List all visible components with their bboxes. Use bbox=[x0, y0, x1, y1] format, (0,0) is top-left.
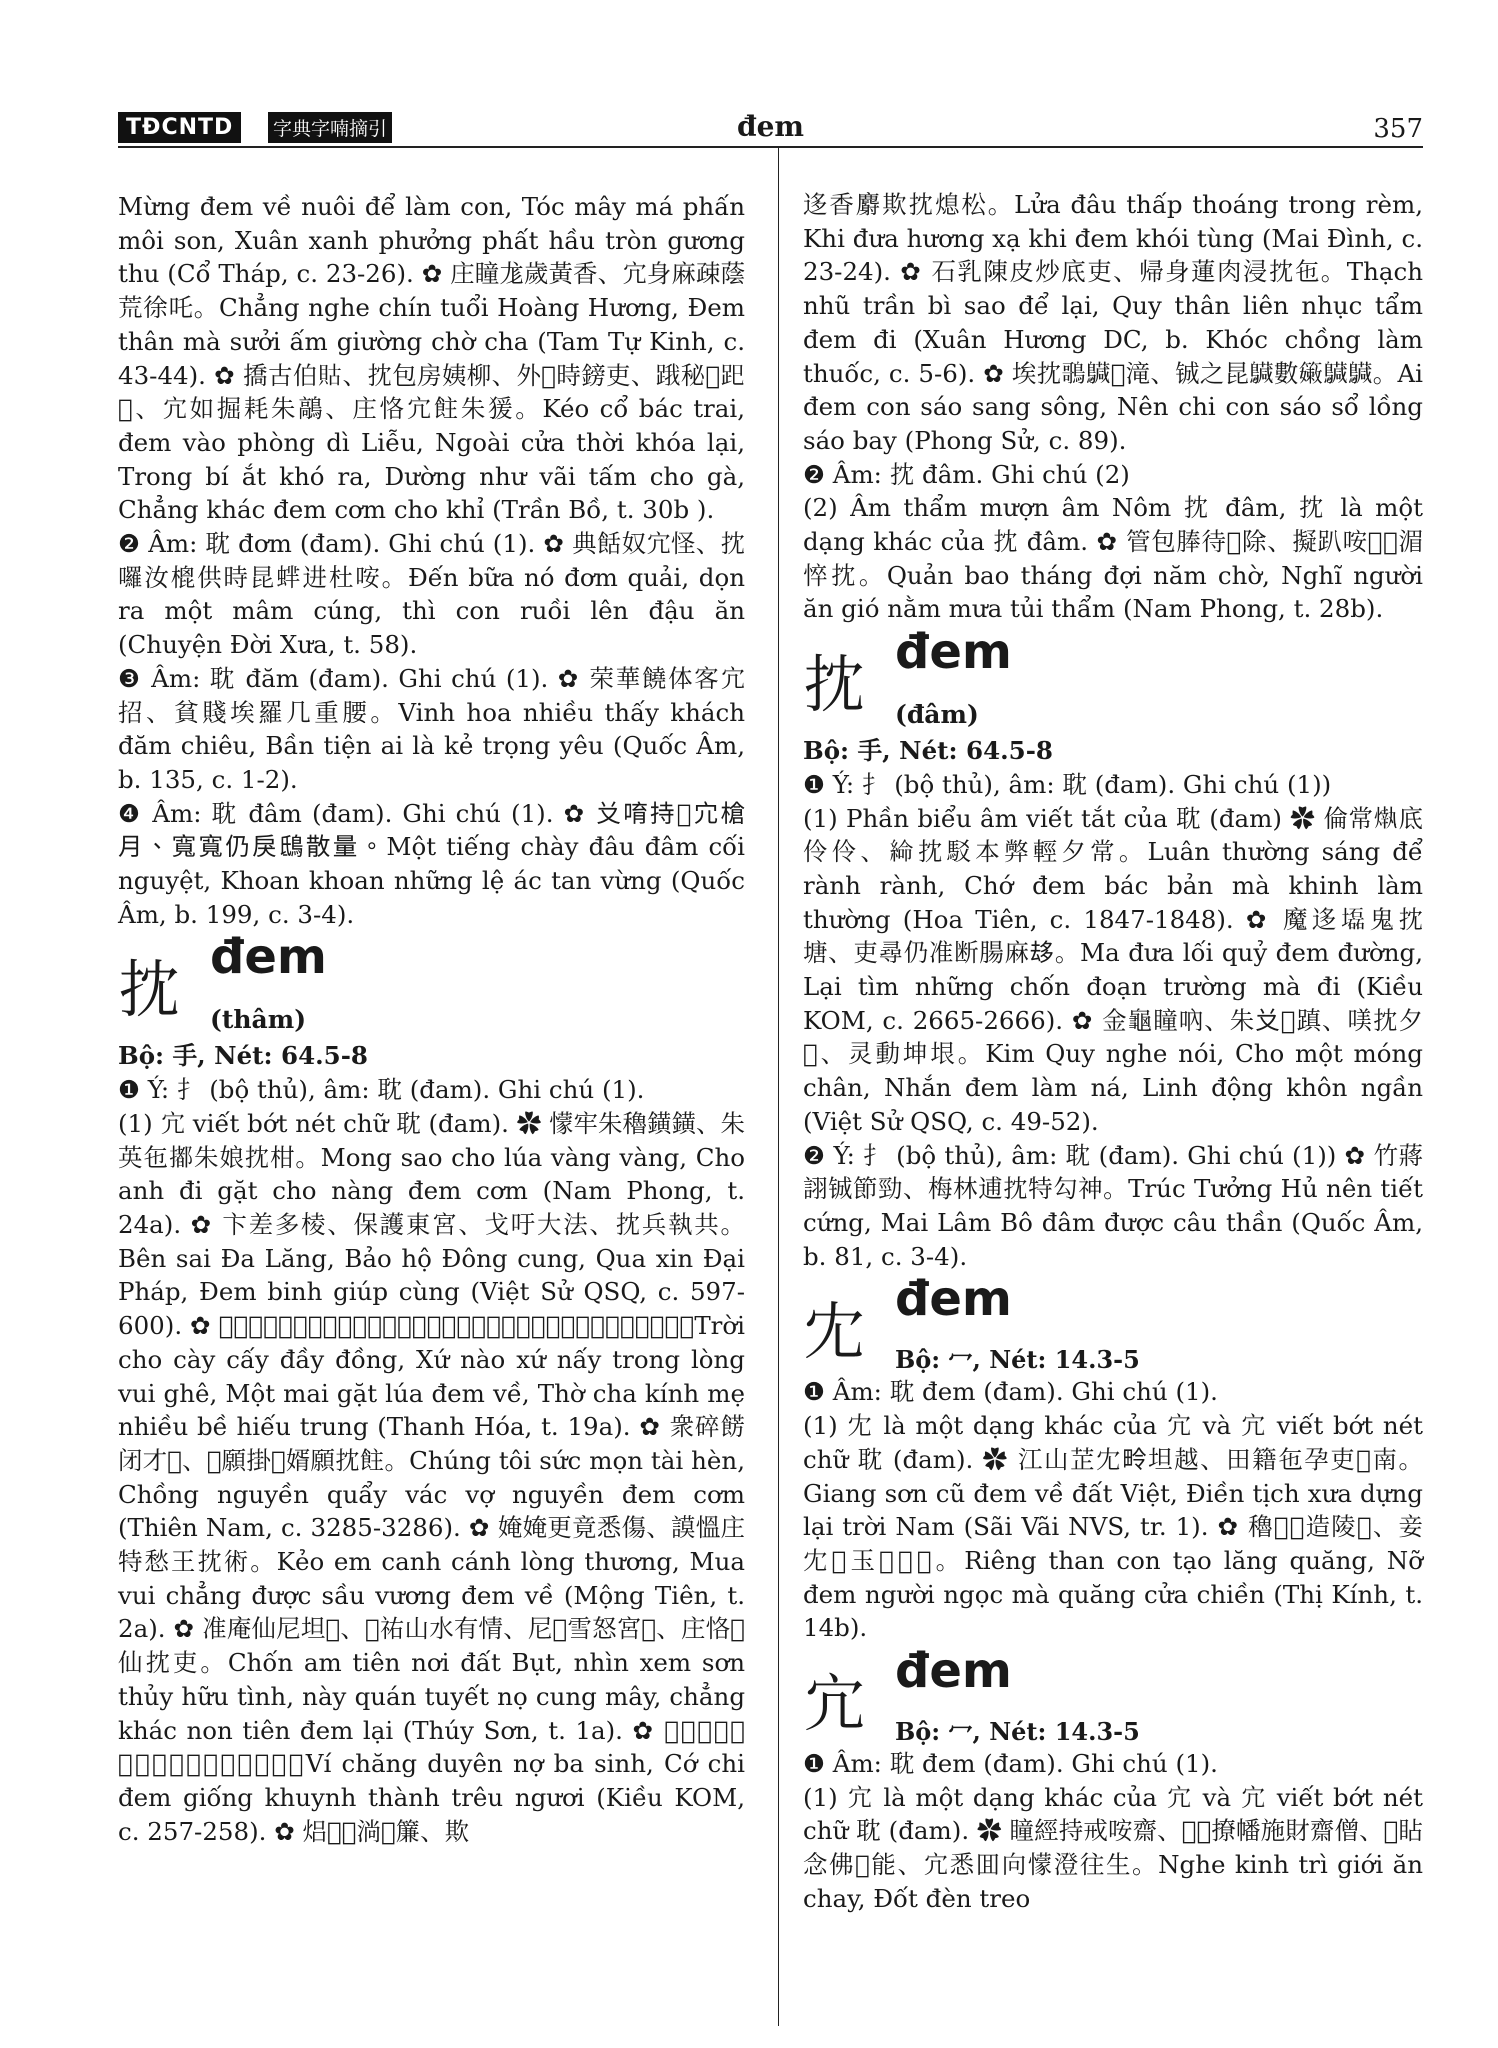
entry-text: 迻香麝欺抌熄松。Lửa đâu thấp thoáng trong rèm, Khi đưa hương xạ khi đem khói tùng (Mai Đình, c. 23-24). ✿ 石乳陳皮炒底吏、帰身蓮肉浸抌㐌。Thạch nhũ trần bì sao để lại, Quy thân liên nhục tẩm đem đi (Xuân Hương DC, b. Khóc chồng làm thuốc, c. 5-6). ✿ 埃抌𪃿𪇅𨖲滝、铖之昆𪇅數𥶄𪇅𪇅。Ai đem con sáo sang sông, Nên chi con sáo sổ lồng sáo bay (Phong Sử, c. 89). bbox=[803, 190, 1423, 455]
radical-strokes: Bộ: 手, Nét: 64.5-8 bbox=[803, 736, 1053, 766]
radical-strokes: Bộ: 手, Nét: 64.5-8 bbox=[118, 1041, 368, 1071]
page-header bbox=[118, 104, 1423, 146]
running-head: đem bbox=[736, 110, 805, 143]
headword-han: 抌 bbox=[118, 953, 181, 1027]
note-block: (1) 冘 là một dạng khác của 宂 và 宂 viết bớt nét chữ 耽 (đam). ✿ 江山𦭒冘𪽏坦越、田籍㐌孕吏𡗶南。Giang sơn cũ đem về đất Việt, Điền tịch xưa dựng lại trời Nam (Sãi Vãi NVS, tr. 1). ✿ 穭𡉦𪃿造陵𢴑、妾冘𢭲玉𢃱𡎝𠳚。Riêng than con tạo lăng quăng, Nỡ đem người ngọc mà quăng cửa chiền (Thị Kính, t. 14b). bbox=[803, 1411, 1423, 1643]
headword-han: 宂 bbox=[803, 1667, 866, 1741]
note-block: (1) Phần biểu âm viết tắt của 耽 (đam) ✿ 倫常𤎒底伶伶、𦁸抌駁本㢢輕夕常。Luân thường sáng để rành rành, Chớ đem bác bản mà khinh làm thường (Hoa Tiên, c. 1847-1848). ✿ 魔迻𡓃鬼抌塘、吏尋仍准断腸麻𠫾。Ma đưa lối quỷ đem đường, Lại tìm những chốn đoạn trường mà đi (Kiều KOM, c. 2665-2666). ✿ 金龜瞳吶、朱𠬠𥯉蹎、𠸍抌夕𢂎、灵動坤垠。Kim Quy nghe nói, Cho một móng chân, Nhắn đem làm ná, Linh động khôn ngần (Việt Sử QSQ, c. 49-52). bbox=[803, 803, 1423, 1136]
headword: đem bbox=[210, 929, 327, 986]
reading-block: ❶ Ý: 扌 (bộ thủ), âm: 耽 (đam). Ghi chú (1). bbox=[118, 1075, 645, 1105]
header-rule bbox=[118, 146, 1423, 148]
note-block: (1) 宂 là một dạng khác của 宂 và 宂 viết bớt nét chữ 耽 (đam). ✿ 瞳經持戒咹齋、𤐝𤇮撩幡施財齋僧、𦛋䀡念佛𢬣能、宂悉囬向懞澄往生。Nghe kinh trì giới ăn chay, Đốt đèn treo bbox=[803, 1782, 1423, 1913]
headword-reading: (thâm) bbox=[210, 1005, 307, 1035]
left-column bbox=[118, 190, 745, 1848]
radical-strokes: Bộ: 冖, Nét: 14.3-5 bbox=[895, 1345, 1140, 1375]
note-block: (1) 宂 viết bớt nét chữ 耽 (đam). ✿ 懞牢朱穭鐄鐄、朱英㐌𢵋朱娘抌柑。Mong sao cho lúa vàng vàng, Cho anh đi gặt cho nàng đem cơm (Nam Phong, t. 24a). ✿ 卞差多棱、保護東宮、戈吁大法、抌兵執共。Bên sai Đa Lăng, Bảo hộ Đông cung, Qua xin Đại Pháp, Đem binh giúp cùng (Việt Sử QSQ, c. 597-600). ✿ 𡗶朱𦓿概浯同、處市處乃𨁟悉慍穭、沒𡗶𢵋穭抌術、蜍吒敬媄饒皮孝忠。Trời cho cày cấy đầy đồng, Xứ nào xứ nấy trong lòng vui ghê, Một mai gặt lúa đem về, Thờ cha kính mẹ nhiều bề hiếu trung (Thanh Hóa, t. 19a). ✿ 衆碎餝闭才𠢞、𩶬願掛𤄷婿願抌飳。Chúng tôi sức mọn tài hèn, Chồng nguyền quẩy vác vợ nguyền đem cơm (Thiên Nam, c. 3285-3286). ✿ 㛪㛪更竟悉傷、謨慍庄特愁王抌術。Kẻo em canh cánh lòng thương, Mua vui chẳng được sầu vương đem về (Mộng Tiên, t. 2a). ✿ 准庵仙尼坦𠬃、𥘀祐山水有情、尼𡹡雪怒宮𨓡、庄恪𡞕仙抌吏。Chốn am tiên nơi đất Bụt, nhìn xem sơn thủy hữu tình, này quán tuyết nọ cung mây, chẳng khác non tiên đem lại (Thúy Sơn, t. 1a). ✿ 𢧚庄緣㛪𣎏生、㨂之抌𩈘傾城𠻔𥇌。Ví chăng duyên nợ ba sinh, Cớ chi đem giống khuynh thành trêu ngươi (Kiều KOM, c. 257-258). ✿ 焒𢹣𤀗淌𨁟簾、欺 bbox=[118, 1108, 745, 1846]
column-divider bbox=[778, 146, 779, 2026]
reading-block: ❷ Ý: 扌 (bộ thủ), âm: 耽 (đam). Ghi chú (1)) ✿ 竹蔣詡铖節勁、梅林逋抌特勾神。Trúc Tưởng Hủ nên tiết cứng, Mai Lâm Bô đâm được câu thần (Quốc Âm, b. 81, c. 3-4). bbox=[803, 1140, 1423, 1271]
reading-block: ❸ Âm: 耽 đăm (đam). Ghi chú (1). ✿ 荣華饒体客宂招、貧賤埃羅几重腰。Vinh hoa nhiều thấy khách đăm chiêu, Bần tiện ai là kẻ trọng yêu (Quốc Âm, b. 135, c. 1-2). bbox=[118, 663, 745, 794]
page-number: 357 bbox=[1373, 114, 1423, 144]
entry-head bbox=[803, 1271, 1423, 1375]
entry-head bbox=[803, 1643, 1423, 1747]
headword: đem bbox=[895, 1643, 1012, 1700]
headword: đem bbox=[895, 1271, 1012, 1328]
headword-han: 抌 bbox=[803, 648, 866, 722]
headword: đem bbox=[895, 624, 1012, 681]
reading-block: ❷ Âm: 抌 đâm. Ghi chú (2) bbox=[803, 459, 1130, 489]
right-column bbox=[803, 188, 1423, 1916]
reading-block: ❹ Âm: 耽 đâm (đam). Ghi chú (1). ✿ 𠬠唷持𢹣宂槍月、寬寬仍戾鴟散量。Một tiếng chày đâu đâm cối nguyệt, Khoan khoan những lệ ác tan vừng (Quốc Âm, b. 199, c. 3-4). bbox=[118, 798, 745, 929]
entry-head bbox=[118, 929, 745, 1039]
reading-block: ❶ Âm: 耽 đem (đam). Ghi chú (1). bbox=[803, 1749, 1218, 1779]
headword-han: 冘 bbox=[803, 1295, 866, 1369]
note-block: (2) Âm thẩm mượn âm Nôm 抌 đâm, 抌 là một dạng khác của 抌 đâm. ✿ 管包䏾待𨍦除、擬趴咹𩙍𦚖湄悴抌。Quản bao tháng đợi năm chờ, Nghĩ người ăn gió nằm mưa tủi thẩm (Nam Phong, t. 28b). bbox=[803, 493, 1423, 624]
nom-logo: 字典字喃摘引 bbox=[268, 112, 392, 143]
radical-strokes: Bộ: 冖, Nét: 14.3-5 bbox=[895, 1717, 1140, 1747]
entry-text: Mừng đem về nuôi để làm con, Tóc mây má phấn môi son, Xuân xanh phưởng phất hầu tròn gương thu (Cổ Tháp, c. 23-26). ✿ 庄瞳尨歲黃香、宂身麻疎蔭荒徐吒。Chẳng nghe chín tuổi Hoàng Hương, Đem thân mà sưởi ấm giường chờ cha (Tam Tự Kinh, c. 43-44). ✿ 撟古伯𧵑、抌包房姨柳、外𨷶時鎊吏、𨁟秘𠅳𧿆𦀺、宂如掘耗朱鶮、庄恪宂飳朱猨。Kéo cổ bác trai, đem vào phòng dì Liễu, Ngoài cửa thời khóa lại, Trong bí ắt khó ra, Dường như vãi tấm cho gà, Chẳng khác đem cơm cho khỉ (Trần Bồ, t. 30b ). bbox=[118, 192, 745, 525]
entry-head bbox=[803, 624, 1423, 734]
series-logo: TĐCNTD bbox=[118, 112, 241, 143]
reading-block: ❶ Ý: 扌 (bộ thủ), âm: 耽 (đam). Ghi chú (1)) bbox=[803, 769, 1332, 799]
reading-block: ❶ Âm: 耽 đem (đam). Ghi chú (1). bbox=[803, 1377, 1218, 1407]
reading-block: ❷ Âm: 耽 đơm (đam). Ghi chú (1). ✿ 典餂奴宂怪、抌囉汝㮰供時昆蝆进杜咹。Đến bữa nó đơm quải, dọn ra một mâm cúng, thì con ruồi lên đậu ăn (Chuyện Đời Xưa, t. 58). bbox=[118, 529, 745, 660]
headword-reading: (đâm) bbox=[895, 700, 979, 730]
